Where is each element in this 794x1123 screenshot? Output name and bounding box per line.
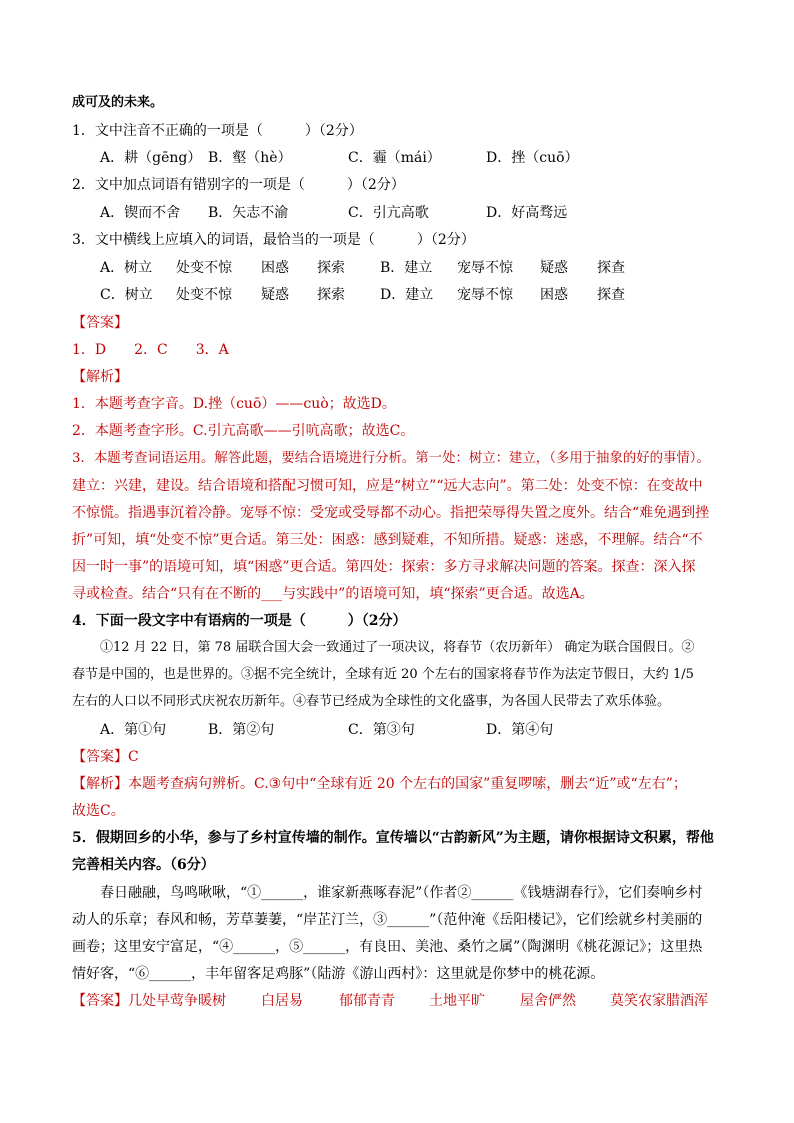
q1-option-a: A．耕（gēng） [100,150,202,166]
q3-c-word-3: 疑惑 [261,287,289,303]
analysis-line-5: 不惊慌。指遇事沉着冷静。宠辱不惊：受宠或受辱都不动心。指把荣辱得失置之度外。结合“难免遇到挫 [72,505,710,521]
q4-passage-line-3: 左右的人口以不同形式庆祝农历新年。④春节已经成为全球性的文化盛事，为各国人民带去了欢乐体验。 [72,694,671,709]
q3-d-word-4: 探查 [597,287,625,303]
question-5-stem-line-2: 完善相关内容。（6分） [72,857,215,873]
question-2-stem: 2．文中加点词语有错别字的一项是（ ）（2分） [72,177,405,193]
question-3-stem: 3．文中横线上应填入的词语，最恰当的一项是（ ）（2分） [72,232,475,248]
analysis-line-1: 1．本题考查字音。D.挫（cuō）——cuò；故选D。 [72,396,396,412]
analysis-line-8: 寻或检查。结合“只有在不断的___与实践中”的语境可知，填“探索”更合适。故选A。 [72,586,594,602]
q1-option-d: D．挫（cuō） [486,150,579,166]
q5-answer-4: 土地平旷 [429,993,485,1009]
q4-option-a: A．第①句 [100,722,167,738]
q4-analysis [72,774,687,794]
q5-answer-6: 莫笑农家腊酒浑 [610,993,708,1009]
analysis-line-3: 3．本题考查词语运用。解答此题，要结合语境进行分析。第一处：树立：建立，（多用于抽象的好的事情）。 [72,451,710,466]
answer-heading: 【答案】 [72,315,128,331]
q5-passage-line-1: 春日融融，鸟鸣啾啾，“①______，谁家新燕啄春泥”（作者②______《钱塘湖春行》，它们奏响乡村 [100,885,703,901]
q4-option-d: D．第④句 [486,722,554,738]
analysis-line-2: 2．本题考查字形。C.引亢高歌——引吭高歌；故选C。 [72,423,415,439]
question-5-stem-line-1: 5．假期回乡的小华，参与了乡村宣传墙的制作。宣传墙以“古韵新风”为主题，请你根据诗文积累，帮他 [72,830,714,846]
q3-d-word-3: 困惑 [540,287,568,303]
q3-c-word-4: 探索 [317,287,345,303]
q4-answer [72,747,139,767]
q5-answer-3: 郁郁青青 [339,993,395,1009]
q2-option-d: D．好高骛远 [486,205,568,221]
q3-b-word-2: 宠辱不惊 [457,260,513,276]
q1-option-b: B．壑（hè） [208,150,292,166]
q4-option-c: C．第③句 [348,722,415,738]
q4-analysis-line-2: 故选C。 [72,803,125,819]
q3-b-word-4: 探查 [597,260,625,276]
question-4-stem: 4．下面一段文字中有语病的一项是（ ）（2分） [72,613,407,629]
q3-a-word-4: 探索 [317,260,345,276]
q5-answer-2: 白居易 [261,993,303,1009]
q3-a-word-2: 处变不惊 [176,260,232,276]
q3-d-word-1: D．建立 [380,287,434,303]
q3-c-word-2: 处变不惊 [176,287,232,303]
q3-b-word-3: 疑惑 [540,260,568,276]
q1-option-c: C．霾（mái） [348,150,441,166]
q3-a-word-3: 困惑 [261,260,289,276]
q3-a-word-1: A．树立 [100,260,153,276]
q4-answer-value: C [128,749,139,765]
q5-passage-line-3: 画卷；这里安宁富足，“④______，⑤______，有良田、美池、桑竹之属”（陶渊明《桃花源记》；这里热 [72,939,703,955]
q4-analysis-text: 本题考查病句辨析。C.③句中“全球有近 20 个左右的国家”重复啰嗦，删去“近”或“左右”； [128,776,687,792]
q4-passage-line-2: 春节是中国的，也是世界的。③据不完全统计，全球有近 20 个左右的国家将春节作为法定节假日，大约 1/5 [72,667,694,682]
q4-option-b: B．第②句 [208,722,275,738]
q2-option-c: C．引亢高歌 [348,205,429,221]
q3-d-word-2: 宠辱不惊 [457,287,513,303]
analysis-line-7: 因一时一事”的语境可知，填“困惑”更合适。第四处：探索：多方寻求解决问题的答案。探查：深入探 [72,559,696,575]
analysis-heading: 【解析】 [72,369,128,385]
q5-passage-line-2: 动人的乐章；春风和畅，芳草萋萋，“岸芷汀兰，③______”（范仲淹《岳阳楼记》，它们绘就乡村美丽的 [72,912,703,928]
q5-answer-label: 【答案】 [72,993,128,1009]
q4-analysis-label: 【解析】 [72,776,128,792]
q3-b-word-1: B．建立 [380,260,433,276]
analysis-line-4: 建立：兴建，建设。结合语境和搭配习惯可知，应是“树立”“远大志向”。第二处：处变不惊：在变故中 [72,478,703,494]
q2-option-a: A．锲而不舍 [100,205,181,221]
q5-answer-1: 几处早莺争暖树 [128,993,226,1009]
q4-passage-line-1: ①12 月 22 日，第 78 届联合国大会一致通过了一项决议，将春节（农历新年） 确定为联合国假日。② [100,640,695,655]
q3-c-word-1: C．树立 [100,287,153,303]
q2-option-b: B．矢志不渝 [208,205,289,221]
analysis-line-6: 折”可知，填“处变不惊”更合适。第三处：困惑：感到疑难，不知所措。疑惑：迷惑，不理解。结合“不 [72,532,703,548]
answers-1-3: 1．D 2．C 3．A [72,342,229,358]
question-1-stem: 1．文中注音不正确的一项是（ ）（2分） [72,123,363,139]
q5-passage-line-4: 情好客，“⑥______，丰年留客足鸡豚”（陆游《游山西村》：这里就是你梦中的桃花源。 [72,966,605,982]
q5-answer-5: 屋舍俨然 [520,993,576,1009]
continued-line: 成可及的未来。 [72,95,164,110]
q4-answer-label: 【答案】 [72,749,128,765]
